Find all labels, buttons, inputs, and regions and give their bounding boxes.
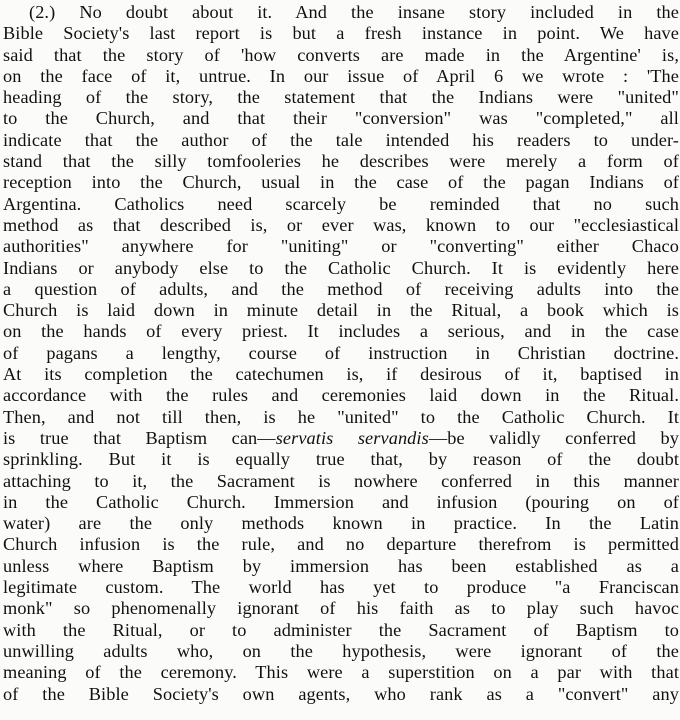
- text-line-7: indicate that the author of the tale intended his readers to under-: [3, 129, 679, 150]
- text-line-3: said that the story of 'how converts are made in the Argentine' is,: [3, 44, 679, 65]
- text-line-31: unwilling adults who, on the hypothesis, were ignorant of the: [3, 640, 679, 661]
- text-line-23: attaching to it, the Sacrament is nowhere conferred in this manner: [3, 470, 679, 491]
- text-line-10: Argentina. Catholics need scarcely be reminded that no such: [3, 193, 679, 214]
- article-column: [3, 2, 679, 705]
- text-line-14: a question of adults, and the method of receiving adults into the: [3, 278, 679, 299]
- text-line-2: Bible Society's last report is but a fresh instance in point. We have: [3, 23, 679, 44]
- text-line-15: Church is laid down in minute detail in the Ritual, a book which is: [3, 300, 679, 321]
- text-line-19: accordance with the rules and ceremonies laid down in the Ritual.: [3, 385, 679, 406]
- text-line-21-end: —be validly conferred by: [428, 427, 680, 448]
- text-line-11: method as that described is, or ever was, known to our "ecclesiastical: [3, 214, 679, 235]
- text-line-20: Then, and not till then, is he "united" to the Catholic Church. It: [3, 406, 679, 427]
- text-line-8: stand that the silly tomfooleries he describes were merely a form of: [3, 151, 679, 172]
- text-line-33: of the Bible Society's own agents, who rank as a "convert" any: [3, 683, 679, 704]
- text-line-16: on the hands of every priest. It includes a serious, and in the case: [3, 321, 679, 342]
- text-line-18: At its completion the catechumen is, if desirous of it, baptised in: [3, 364, 679, 385]
- text-line-6: to the Church, and that their "conversion" was "completed," all: [3, 108, 679, 129]
- text-line-26: Church infusion is the rule, and no departure therefrom is permitted: [3, 534, 679, 555]
- text-line-17: of pagans a lengthy, course of instruction in Christian doctrine.: [3, 342, 679, 363]
- text-line-9: reception into the Church, usual in the case of the pagan Indians of: [3, 172, 679, 193]
- text-line-21: [3, 428, 679, 449]
- text-line-4: on the face of it, untrue. In our issue of April 6 we wrote : 'The: [3, 65, 679, 86]
- text-line-12: authorities" anywhere for "uniting" or "converting" either Chaco: [3, 236, 679, 257]
- text-line-13: Indians or anybody else to the Catholic Church. It is evidently here: [3, 257, 679, 278]
- text-line-22: sprinkling. But it is equally true that, by reason of the doubt: [3, 449, 679, 470]
- text-line-28: legitimate custom. The world has yet to produce "a Franciscan: [3, 577, 679, 598]
- text-line-24: in the Catholic Church. Immersion and infusion (pouring on of: [3, 491, 679, 512]
- text-line-32: meaning of the ceremony. This were a superstition on a par with that: [3, 662, 679, 683]
- text-line-27: unless where Baptism by immersion has been established as a: [3, 555, 679, 576]
- text-line-5: heading of the story, the statement that the Indians were "united": [3, 87, 679, 108]
- text-line-29: monk" so phenomenally ignorant of his faith as to play such havoc: [3, 598, 679, 619]
- text-line-1: (2.) No doubt about it. And the insane story included in the: [29, 2, 679, 22]
- latin-phrase: servatis servandis: [275, 427, 429, 448]
- text-line-30: with the Ritual, or to administer the Sacrament of Baptism to: [3, 619, 679, 640]
- text-line-21-start: is true that Baptism can—: [3, 427, 276, 448]
- text-line-25: water) are the only methods known in practice. In the Latin: [3, 513, 679, 534]
